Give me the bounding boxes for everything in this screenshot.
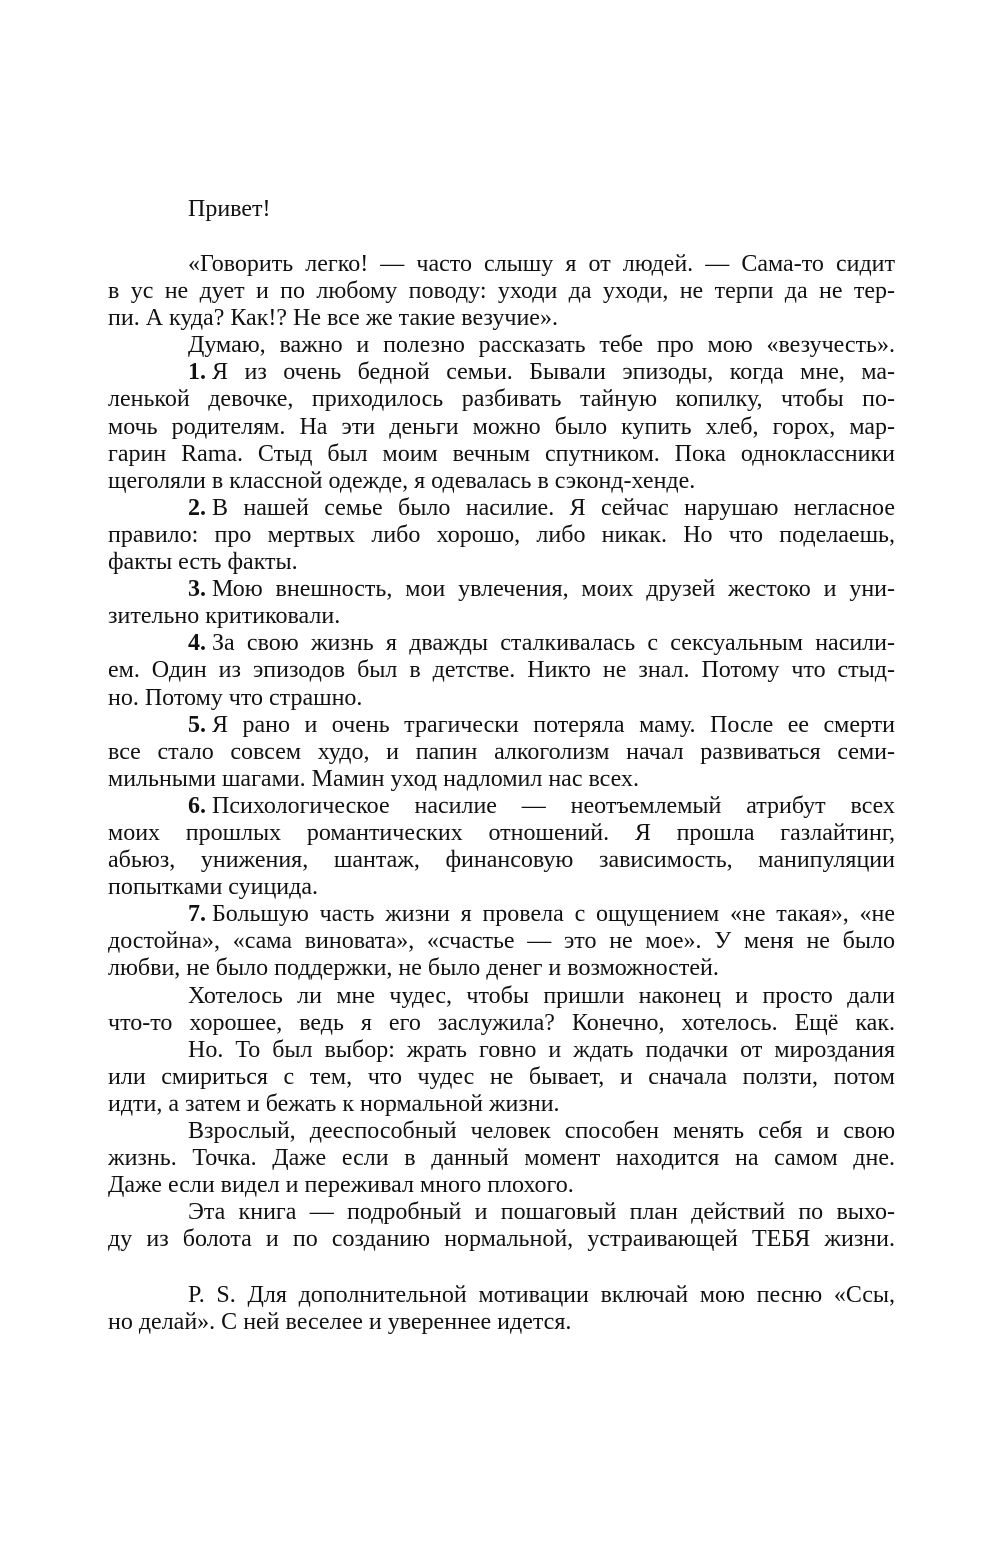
text-line — [108, 1226, 895, 1253]
line-text: но. Потому что страшно. — [108, 684, 363, 711]
text-line — [108, 332, 895, 359]
text-line — [108, 820, 895, 847]
text-line — [108, 251, 895, 278]
text-line — [108, 630, 895, 657]
line-text: но делай». С ней веселее и увереннее идется. — [108, 1309, 572, 1336]
text-line — [108, 874, 895, 901]
text-line — [108, 1118, 895, 1145]
list-number: 4. — [188, 630, 206, 657]
text-line — [108, 495, 895, 522]
line-text: моих прошлых романтических отношений. Я прошла газлайтинг, — [108, 819, 895, 846]
text-line — [108, 928, 895, 955]
line-text: гарин Rama. Стыд был моим вечным спутником. Пока одноклассники — [108, 440, 895, 467]
text-line — [108, 468, 895, 495]
line-text: или смириться с тем, что чудес не бывает, и сначала ползти, потом — [108, 1063, 895, 1090]
list-number: 5. — [188, 711, 206, 738]
text-line — [108, 1010, 895, 1037]
line-text: В нашей семье было насилие. Я сейчас нарушаю негласное — [212, 494, 895, 521]
list-number: 3. — [188, 576, 206, 603]
list-number: 2. — [188, 494, 206, 521]
line-text: ду из болота и по созданию нормальной, устраивающей ТЕБЯ жизни. — [108, 1226, 895, 1253]
list-number: 7. — [188, 901, 206, 928]
text-line — [108, 278, 895, 305]
text-line — [108, 414, 895, 441]
text-line — [108, 901, 895, 928]
text-line — [108, 766, 895, 793]
line-text: Но. То был выбор: жрать говно и ждать подачки от мироздания — [188, 1036, 895, 1063]
text-line — [108, 1037, 895, 1064]
line-text: факты есть факты. — [108, 549, 298, 576]
line-text: правило: про мертвых либо хорошо, либо никак. Но что поделаешь, — [108, 521, 895, 548]
line-text: Взрослый, дееспособный человек способен менять себя и свою — [188, 1118, 895, 1144]
line-text: За свою жизнь я дважды сталкивалась с сексуальным насили- — [212, 630, 895, 657]
line-text: P. S. Для дополнительной мотивации включай мою песню «Ссы, — [188, 1282, 895, 1308]
text-line — [108, 793, 895, 820]
text-line — [108, 359, 895, 386]
line-text: Даже если видел и переживал много плохого. — [108, 1172, 574, 1199]
line-text: пи. А куда? Как!? Не все же такие везучие». — [108, 305, 558, 332]
text-line — [108, 955, 895, 982]
text-line — [108, 1309, 895, 1336]
text-line — [108, 1145, 895, 1172]
text-line — [108, 1172, 895, 1199]
line-text: щеголяли в классной одежде, я одевалась в сэконд-хенде. — [108, 467, 696, 494]
line-text: все стало совсем худо, и папин алкоголизм начал развиваться семи- — [108, 738, 895, 765]
greeting: Привет! — [188, 196, 271, 222]
line-text: любви, не было поддержки, не было денег и возможностей. — [108, 955, 719, 982]
line-text: попытками суицида. — [108, 874, 319, 901]
text-line — [108, 386, 895, 413]
text-line — [108, 576, 895, 603]
text-line — [108, 441, 895, 468]
line-text: Психологическое насилие — неотъемлемый атрибут всех — [212, 792, 895, 819]
text-line — [108, 847, 895, 874]
text-line — [108, 603, 895, 630]
text-line — [108, 983, 895, 1010]
line-text: достойна», «сама виновата», «счастье — это не мое». У меня не было — [108, 928, 895, 955]
postscript — [108, 1282, 895, 1336]
text-line — [108, 522, 895, 549]
list-number: 6. — [188, 792, 206, 819]
line-text: Эта книга — подробный и пошаговый план действий по выхо- — [188, 1199, 895, 1226]
text-line — [108, 712, 895, 739]
text-line — [108, 1091, 895, 1118]
line-text: идти, а затем и бежать к нормальной жизни. — [108, 1090, 560, 1117]
line-text: жизнь. Точка. Даже если в данный момент находится на самом дне. — [108, 1145, 895, 1172]
line-text: ем. Один из эпизодов был в детстве. Никто не знал. Потому что стыд- — [108, 657, 895, 684]
line-text: Большую часть жизни я провела с ощущением «не такая», «не — [212, 901, 895, 928]
line-text: зительно критиковали. — [108, 603, 341, 630]
line-text: что-то хорошее, ведь я его заслужила? Конечно, хотелось. Ещё как. — [108, 1009, 895, 1036]
line-text: ленькой девочке, приходилось разбивать тайную копилку, чтобы по- — [108, 386, 895, 413]
line-text: Я из очень бедной семьи. Бывали эпизоды, когда мне, ма- — [212, 359, 895, 386]
line-text: в ус не дует и по любому поводу: уходи да уходи, не терпи да не тер- — [108, 278, 895, 305]
text-line — [108, 739, 895, 766]
list-number: 1. — [188, 359, 206, 386]
text-line — [108, 305, 895, 332]
line-text: Думаю, важно и полезно рассказать тебе про мою «везучесть». — [188, 332, 895, 359]
body-text — [108, 251, 895, 1253]
text-line — [108, 1064, 895, 1091]
text-line — [108, 657, 895, 684]
line-text: Хотелось ли мне чудес, чтобы пришли наконец и просто дали — [188, 982, 895, 1009]
line-text: «Говорить легко! — часто слышу я от людей. — Сама-то сидит — [188, 251, 895, 277]
text-line — [108, 1199, 895, 1226]
line-text: Мою внешность, мои увлечения, моих друзей жестоко и уни- — [212, 576, 895, 603]
line-text: абьюз, унижения, шантаж, финансовую зависимость, манипуляции — [108, 847, 895, 874]
text-line — [108, 685, 895, 712]
text-line — [108, 549, 895, 576]
line-text: мочь родителям. На эти деньги можно было купить хлеб, горох, мар- — [108, 413, 895, 440]
line-text: Я рано и очень трагически потеряла маму. После ее смерти — [212, 711, 895, 738]
text-line — [108, 1282, 895, 1309]
line-text: мильными шагами. Мамин уход надломил нас всех. — [108, 765, 639, 792]
